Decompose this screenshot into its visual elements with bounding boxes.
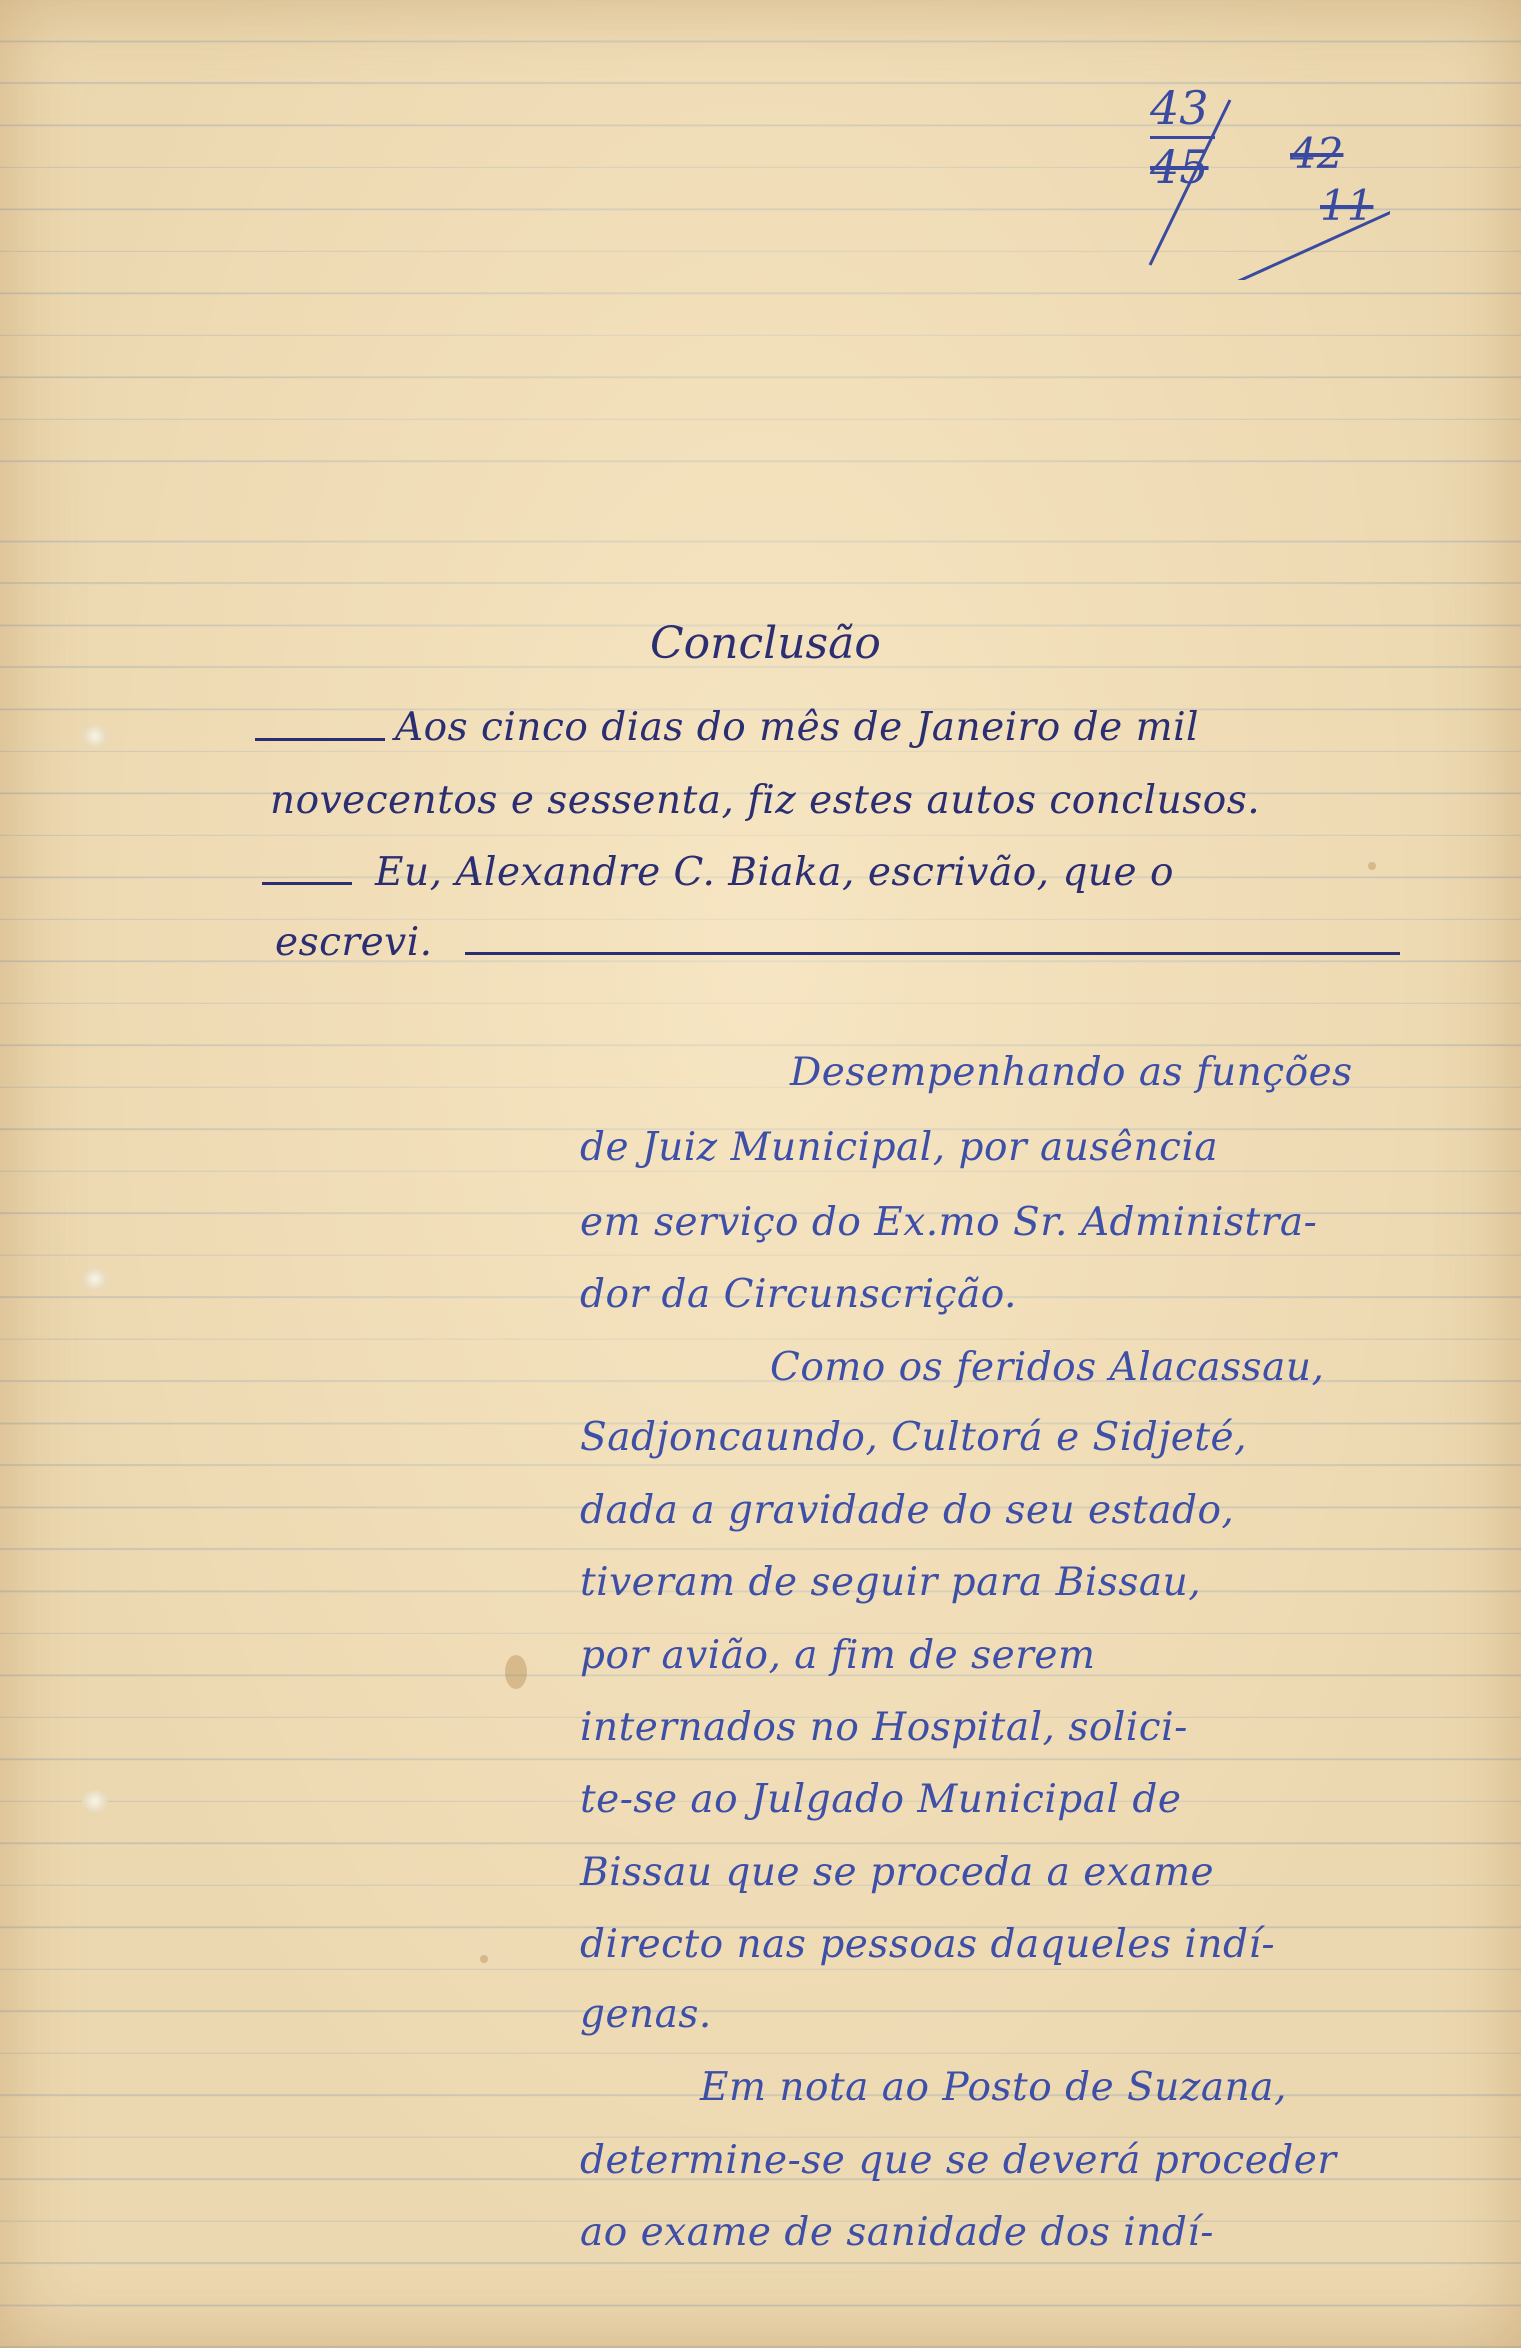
line-filler [465, 952, 1400, 955]
despacho-line-3: em serviço do Ex.mo Sr. Administra- [580, 1200, 1318, 1245]
punch-hole [82, 1268, 108, 1290]
despacho-line-11: te-se ao Julgado Municipal de [580, 1777, 1182, 1822]
crossed-folio-mark: 11 [1320, 181, 1374, 230]
despacho-line-10: internados no Hospital, solici- [580, 1705, 1188, 1750]
punch-hole [82, 1790, 108, 1812]
folio-number-top: 43 [1150, 80, 1215, 139]
folio-strike-icon [1130, 80, 1390, 280]
despacho-line-9: por avião, a fim de serem [580, 1633, 1096, 1678]
conclusao-line-4: escrevi. [275, 920, 433, 965]
despacho-line-8: tiveram de seguir para Bissau, [580, 1560, 1202, 1605]
conclusao-line-1: Aos cinco dias do mês de Janeiro de mil [395, 705, 1200, 750]
crossed-folio-number: 42 [1290, 129, 1344, 178]
stain [1368, 862, 1376, 870]
stain [505, 1655, 527, 1689]
despacho-line-5: Como os feridos Alacassau, [770, 1345, 1325, 1390]
despacho-line-2: de Juiz Municipal, por ausência [580, 1125, 1219, 1170]
conclusao-title: Conclusão [650, 618, 881, 669]
despacho-line-16: determine-se que se deverá proceder [580, 2138, 1337, 2183]
despacho-line-13: directo nas pessoas daqueles indí- [580, 1922, 1276, 1967]
despacho-line-17: ao exame de sanidade dos indí- [580, 2210, 1214, 2255]
despacho-line-15: Em nota ao Posto de Suzana, [700, 2065, 1287, 2110]
line-filler [262, 882, 352, 885]
conclusao-line-3: Eu, Alexandre C. Biaka, escrivão, que o [375, 850, 1175, 895]
line-filler [255, 738, 385, 741]
folio-number-sub: 45 [1150, 140, 1209, 194]
despacho-line-6: Sadjoncaundo, Cultorá e Sidjeté, [580, 1415, 1248, 1460]
despacho-line-12: Bissau que se proceda a exame [580, 1850, 1215, 1895]
despacho-line-14: genas. [580, 1992, 712, 2037]
despacho-line-7: dada a gravidade do seu estado, [580, 1488, 1235, 1533]
despacho-line-4: dor da Circunscrição. [580, 1272, 1017, 1317]
despacho-line-1: Desempenhando as funções [790, 1050, 1353, 1095]
stain [480, 1955, 488, 1963]
punch-hole [82, 725, 108, 747]
conclusao-line-2: novecentos e sessenta, fiz estes autos conclusos. [270, 778, 1261, 823]
